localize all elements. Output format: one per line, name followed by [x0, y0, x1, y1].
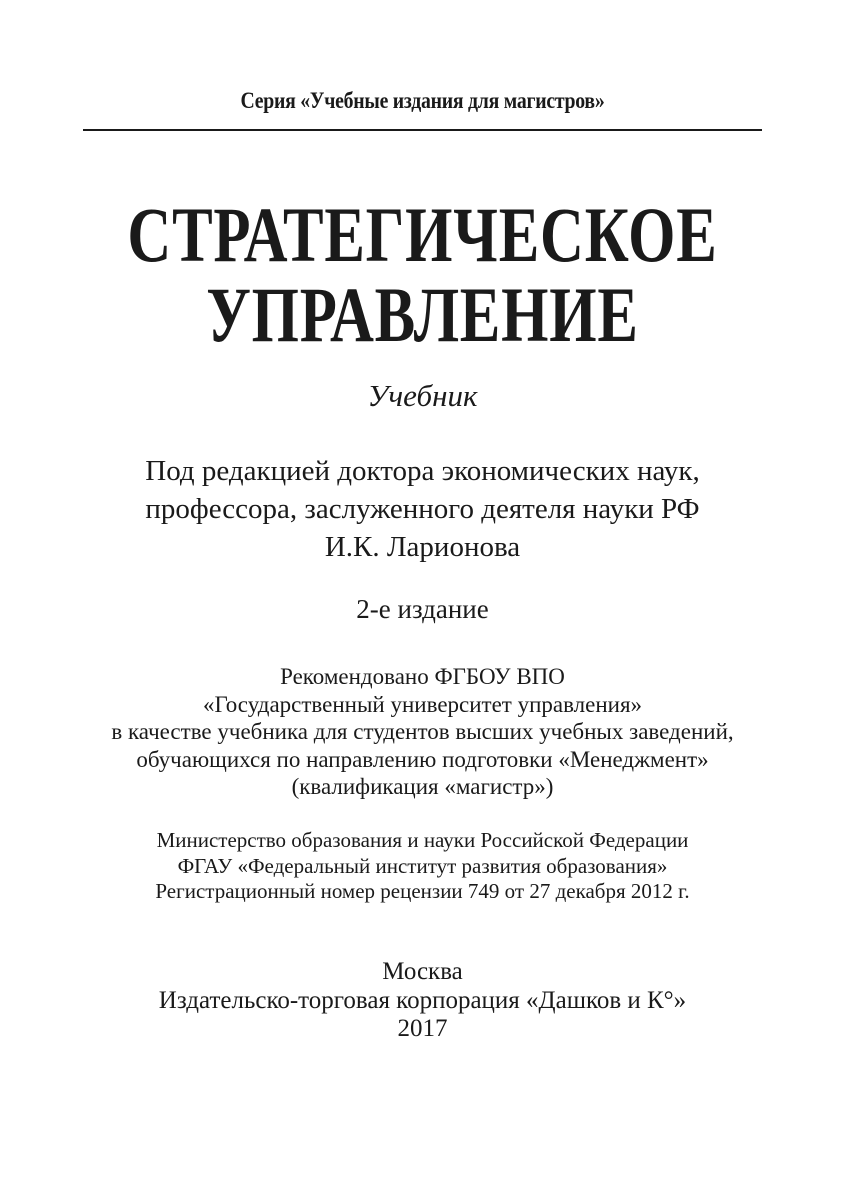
recommendation-line: «Государственный университет управления»: [202, 691, 643, 717]
editor-line: профессора, заслуженного деятеля науки РФ: [145, 493, 700, 525]
imprint-block: [0, 958, 845, 1044]
book-type: Учебник: [367, 378, 478, 413]
series-heading: Серия «Учебные издания для магистров»: [240, 88, 605, 113]
edition-label: 2-е издание: [356, 594, 489, 624]
imprint-year: 2017: [397, 1015, 448, 1042]
ministry-line: Министерство образования и науки Российской Федерации: [156, 828, 689, 852]
recommendation-line: в качестве учебника для студентов высших учебных заведений,: [111, 719, 734, 744]
recommendation-line: (квалификация «магистр»): [291, 774, 554, 799]
header-divider: [83, 129, 762, 131]
ministry-line: Регистрационный номер рецензии 749 от 27 декабря 2012 г.: [155, 879, 690, 903]
book-title-line-2: УПРАВЛЕНИЕ: [206, 271, 639, 358]
editor-line: Под редакцией доктора экономических наук,: [145, 455, 700, 487]
imprint-city: Москва: [382, 958, 463, 985]
recommendation-block: [0, 663, 845, 801]
ministry-block: [0, 828, 845, 905]
editor-line: И.К. Ларионова: [324, 531, 521, 563]
recommendation-line: Рекомендовано ФГБОУ ВПО: [280, 664, 565, 689]
editor-credits: [0, 452, 845, 566]
imprint-publisher: Издательско-торговая корпорация «Дашков и К°»: [158, 986, 687, 1014]
recommendation-line: обучающихся по направлению подготовки «Менеджмент»: [136, 746, 709, 772]
ministry-line: ФГАУ «Федеральный институт развития образования»: [177, 853, 668, 878]
book-title-line-1: СТРАТЕГИЧЕСКОЕ: [127, 191, 718, 278]
